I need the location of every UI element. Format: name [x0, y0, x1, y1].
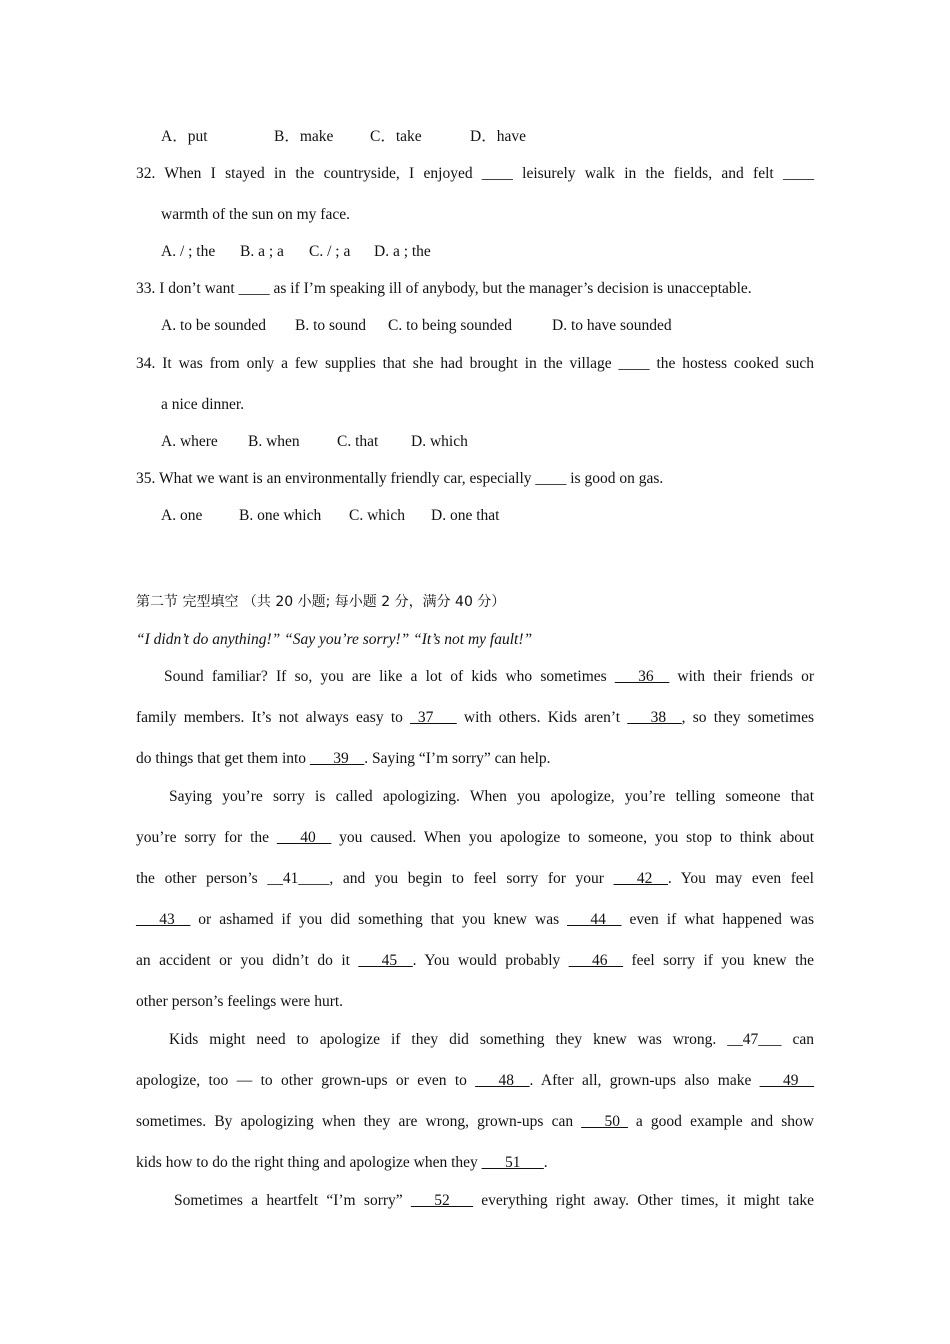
q31-option-a: A．put [161, 128, 208, 145]
para2-text: even if what happened was [621, 911, 814, 928]
para1-line2 [136, 708, 814, 728]
para2-line5 [136, 951, 814, 971]
blank-39: ___39__ [309, 750, 365, 767]
q32-stem-line1: 32. When I stayed in the countryside, I enjoyed ____ leisurely walk in the fields, and felt ____ [136, 165, 814, 182]
para2-text: feel sorry if you knew the [623, 952, 815, 969]
q31-options [161, 127, 814, 147]
para2-text: an accident or you didn’t do it [136, 952, 359, 969]
blank-48: ___48__ [475, 1072, 530, 1089]
para1-text: do things that get them into [136, 750, 310, 767]
q32-option-a: A. / ; the [161, 243, 216, 260]
q32-option-d: D. a ; the [374, 243, 431, 260]
q34-option-d: D. which [411, 433, 468, 450]
para2-text: you caused. When you apologize to someone, you stop to think about [331, 829, 815, 846]
blank-42: ___42__ [613, 870, 668, 887]
q31-option-b: B．make [274, 128, 334, 145]
para2-text: you’re sorry for the [136, 829, 277, 846]
blank-46: ___46__ [568, 952, 624, 969]
para4-line1 [136, 1191, 814, 1211]
q32-options [161, 242, 814, 262]
section2-heading: 第二节 完型填空 （共 20 小题; 每小题 2 分，满分 40 分） [136, 594, 506, 610]
para3-text: a good example and show [627, 1113, 814, 1130]
q33-option-a: A. to be sounded [161, 317, 267, 334]
para3-line3 [136, 1112, 814, 1132]
blank-52: ___52___ [410, 1192, 473, 1209]
para2-text: the other person’s __41____, and you begin to feel sorry for your [136, 870, 614, 887]
blank-49: ___49__ [759, 1072, 814, 1089]
para2-text: or ashamed if you did something that you knew was [190, 911, 568, 928]
para3-text: . [543, 1154, 548, 1171]
q33-option-d: D. to have sounded [552, 317, 672, 334]
para1-line1 [136, 667, 814, 687]
q34-stem-line1: 34. It was from only a few supplies that she had brought in the village ____ the hostess cooked such [136, 355, 814, 372]
q35-option-c: C. which [349, 507, 405, 524]
blank-36: ___36__ [614, 668, 670, 685]
blank-50: ___50_ [581, 1113, 628, 1130]
q34-option-b: B. when [248, 433, 300, 450]
q35-option-d: D. one that [431, 507, 500, 524]
q32-option-b: B. a ; a [240, 243, 284, 260]
para2-line3 [136, 869, 814, 889]
para3-text: sometimes. By apologizing when they are wrong, grown-ups can [136, 1113, 582, 1130]
para4-text: Sometimes a heartfelt “I’m sorry” [174, 1192, 411, 1209]
q35-option-b: B. one which [239, 507, 322, 524]
q33-options [161, 316, 814, 336]
q31-option-c: C．take [370, 128, 422, 145]
q34-option-a: A. where [161, 433, 218, 450]
para1-text: . Saying “I’m sorry” can help. [364, 750, 551, 767]
blank-38: ___38__ [627, 709, 682, 726]
section2-quote: “I didn’t do anything!” “Say you’re sorry!” “It’s not my fault!” [136, 631, 533, 648]
para2-line4 [136, 910, 814, 930]
para2-text: . You would probably [412, 952, 569, 969]
q33-stem: 33. I don’t want ____ as if I’m speaking ill of anybody, but the manager’s decision is unacceptable. [136, 280, 752, 297]
q35-option-a: A. one [161, 507, 203, 524]
para1-text: family members. It’s not always easy to [136, 709, 411, 726]
para4-text: everything right away. Other times, it might take [472, 1192, 814, 1209]
q33-option-b: B. to sound [295, 317, 367, 334]
para2-line6: other person’s feelings were hurt. [136, 993, 344, 1010]
para1-line3 [136, 749, 814, 769]
blank-44: ___44__ [567, 911, 622, 928]
q31-option-d: D．have [470, 128, 526, 145]
q32-option-c: C. / ; a [309, 243, 351, 260]
blank-37: _37___ [410, 709, 457, 726]
q35-stem: 35. What we want is an environmentally friendly car, especially ____ is good on gas. [136, 470, 664, 487]
para2-text: . You may even feel [667, 870, 814, 887]
para1-text: , so they sometimes [681, 709, 814, 726]
q33-option-c: C. to being sounded [388, 317, 512, 334]
blank-45: ___45__ [358, 952, 413, 969]
q34-option-c: C. that [337, 433, 379, 450]
para1-text: Sound familiar? If so, you are like a lot of kids who sometimes [164, 668, 615, 685]
para3-line2 [136, 1071, 814, 1091]
blank-40: ___40__ [276, 829, 332, 846]
blank-43: ___43__ [136, 911, 191, 928]
q34-stem-line2: a nice dinner. [161, 396, 245, 413]
para3-text: kids how to do the right thing and apologize when they [136, 1154, 482, 1171]
blank-51: ___51___ [481, 1154, 544, 1171]
para2-line1: Saying you’re sorry is called apologizing. When you apologize, you’re telling someone that [169, 788, 814, 805]
para1-text: with others. Kids aren’t [456, 709, 628, 726]
para1-text: with their friends or [669, 668, 815, 685]
para3-text: apologize, too — to other grown-ups or even to [136, 1072, 476, 1089]
q35-options [161, 506, 814, 526]
para2-line2 [136, 828, 814, 848]
para3-line1: Kids might need to apologize if they did something they knew was wrong. __47___ can [169, 1031, 814, 1048]
q34-options [161, 432, 814, 452]
para3-text: . After all, grown-ups also make [529, 1072, 760, 1089]
para3-line4 [136, 1153, 814, 1173]
q32-stem-line2: warmth of the sun on my face. [161, 206, 350, 223]
